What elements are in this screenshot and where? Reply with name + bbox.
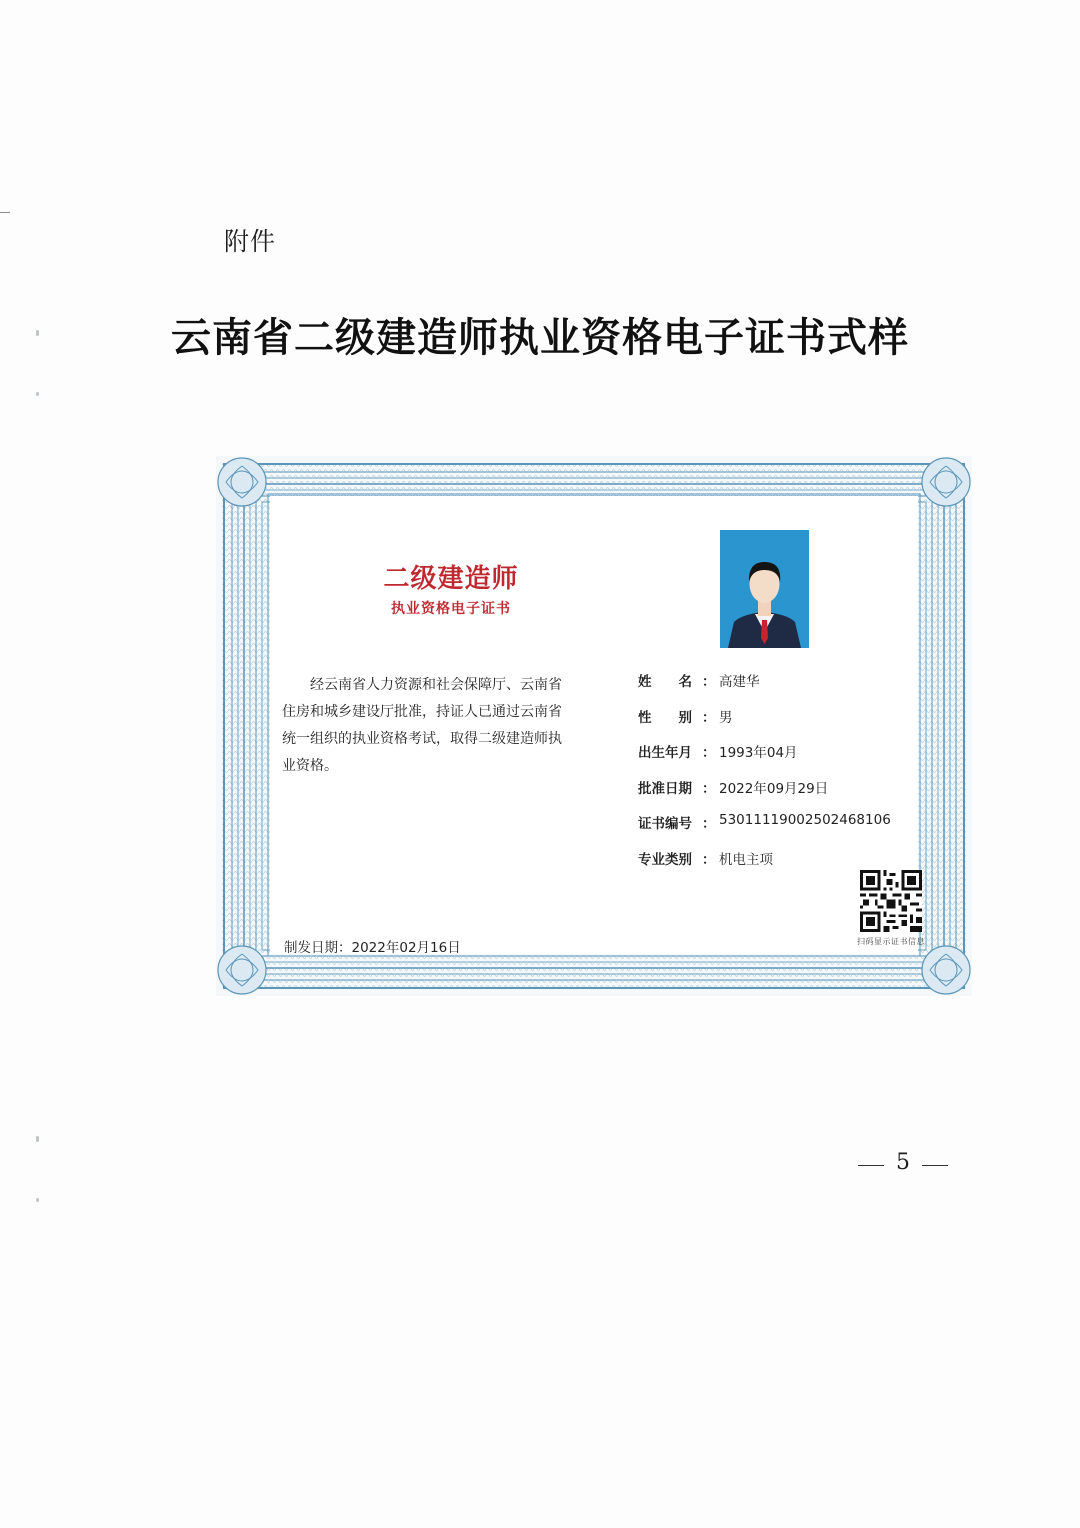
field-colon: ： xyxy=(702,780,716,797)
field-value: 1993年04月 xyxy=(719,745,798,762)
field-colon: ： xyxy=(702,851,716,868)
certificate-fields xyxy=(638,664,908,878)
field-row-certificate-number xyxy=(638,806,908,842)
page-number-value: 5 xyxy=(896,1150,910,1175)
field-label: 姓 名 xyxy=(638,674,692,690)
attachment-label: 附件 xyxy=(224,227,277,256)
qr-caption: 扫码显示证书信息 xyxy=(857,937,925,946)
id-photo-icon xyxy=(720,530,809,648)
issue-date-label: 制发日期： xyxy=(284,940,352,956)
certificate-title: 二级建造师 xyxy=(383,564,519,594)
field-colon: ： xyxy=(702,745,716,762)
certificate-sample xyxy=(216,456,972,996)
issue-date-value: 2022年02月16日 xyxy=(351,940,461,956)
field-label: 证书编号 xyxy=(638,816,692,833)
certificate-statement: 经云南省人力资源和社会保障厅、云南省住房和城乡建设厅批准，持证人已通过云南省统一组织的执业资格考试，取得二级建造师执业资格。 xyxy=(282,677,562,774)
field-label: 出生年月 xyxy=(638,745,692,762)
scan-speck xyxy=(36,1198,39,1202)
scan-speck xyxy=(36,1136,39,1142)
field-colon: ： xyxy=(702,709,716,726)
field-label: 性 别 xyxy=(638,709,692,726)
page-number xyxy=(858,1150,948,1182)
certificate-subtitle: 执业资格电子证书 xyxy=(391,601,511,617)
qr-code-icon[interactable] xyxy=(860,870,922,932)
field-row-birth xyxy=(638,735,908,771)
page-number-dash xyxy=(922,1165,948,1166)
scan-edge-mark xyxy=(0,212,10,213)
field-row-name xyxy=(638,664,908,700)
document-title: 云南省二级建造师执业资格电子证书式样 xyxy=(171,314,909,361)
field-value: 高建华 xyxy=(719,674,760,690)
field-row-approval-date xyxy=(638,771,908,807)
field-label: 专业类别 xyxy=(638,851,692,868)
issue-date xyxy=(284,936,461,956)
field-row-gender xyxy=(638,700,908,736)
field-value: 2022年09月29日 xyxy=(719,780,829,797)
field-value: 53011119002502468106 xyxy=(719,812,891,829)
certificate-body xyxy=(270,496,925,956)
field-colon: ： xyxy=(702,674,716,690)
field-label: 批准日期 xyxy=(638,780,692,797)
field-value: 机电主项 xyxy=(719,851,773,868)
scan-speck xyxy=(36,392,39,396)
field-value: 男 xyxy=(719,709,733,726)
field-colon: ： xyxy=(702,816,716,833)
